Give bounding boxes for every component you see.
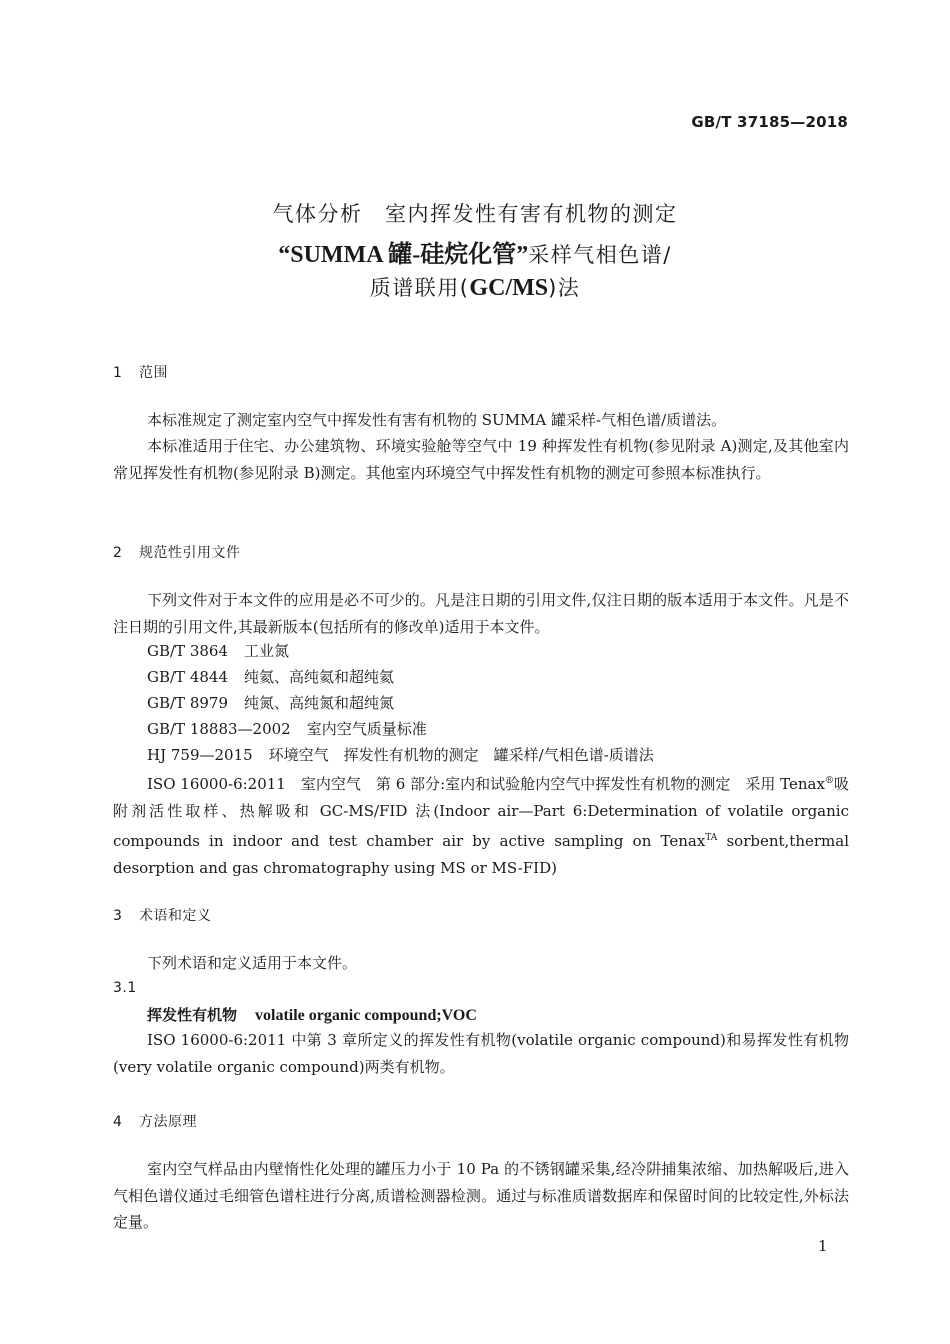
section-title: 规范性引用文件 <box>139 545 241 561</box>
section-number: 1 <box>113 365 123 381</box>
ref-title: 纯氦、高纯氦和超纯氦 <box>244 668 395 686</box>
section-title: 术语和定义 <box>139 908 212 924</box>
section-title: 方法原理 <box>139 1114 197 1130</box>
normative-ref <box>147 692 394 713</box>
section-1-para-2: 本标准适用于住宅、办公建筑物、环境实验舱等空气中 19 种挥发性有机物(参见附录 A)测定,及其他室内常见挥发性有机物(参见附录 B)测定。其他室内环境空气中挥发性有机物的测定可参照本标准执行。 <box>113 437 849 482</box>
section-number: 3 <box>113 908 123 924</box>
normative-ref <box>147 718 427 739</box>
section-3-heading <box>113 905 212 925</box>
ta-mark: TA <box>705 833 718 843</box>
ref-code: GB/T 4844 <box>147 668 229 686</box>
standard-code: GB/T 37185—2018 <box>691 113 848 131</box>
section-4-heading <box>113 1111 197 1131</box>
title-line-3-a: 质谱联用( <box>369 276 470 300</box>
term-zh: 挥发性有机物 <box>147 1006 238 1024</box>
iso-ref-part-c: sorbent,thermal desorption and gas chromatography using MS or MS-FID) <box>113 832 849 877</box>
section-3-intro: 下列术语和定义适用于本文件。 <box>147 954 358 972</box>
ref-code: HJ 759—2015 <box>147 746 253 764</box>
title-line-3 <box>0 272 950 302</box>
title-line-3-latin: GC/MS <box>469 275 549 301</box>
section-number: 4 <box>113 1114 123 1130</box>
iso-ref-part-b: 吸附剂活性取样、热解吸和 GC-MS/FID 法(Indoor air—Part 6:Determination of volatile organic compounds in indoor and test chamber air by active sampling on Tenax <box>113 775 849 850</box>
section-4-para: 室内空气样品由内壁惰性化处理的罐压力小于 10 Pa 的不锈钢罐采集,经冷阱捕集浓缩、加热解吸后,进入气相色谱仪通过毛细管色谱柱进行分离,质谱检测器检测。通过与标准质谱数据库和保留时间的比较定性,外标法定量。 <box>113 1160 849 1231</box>
term-number: 3.1 <box>113 980 137 996</box>
term-definition: ISO 16000-6:2011 中第 3 章所定义的挥发性有机物(volatile organic compound)和易挥发性有机物(very volatile organic compound)两类有机物。 <box>113 1031 849 1076</box>
section-2-heading <box>113 542 241 562</box>
term-en: volatile organic compound;VOC <box>255 1007 477 1024</box>
normative-ref <box>147 666 394 687</box>
title-line-3-c: )法 <box>548 276 581 300</box>
term-heading <box>147 1004 477 1025</box>
section-1-heading <box>113 362 168 382</box>
section-title: 范围 <box>139 365 168 381</box>
normative-ref <box>147 640 289 661</box>
section-2-intro: 下列文件对于本文件的应用是必不可少的。凡是注日期的引用文件,仅注日期的版本适用于本文件。凡是不注日期的引用文件,其最新版本(包括所有的修改单)适用于本文件。 <box>113 591 849 636</box>
ref-title: 工业氮 <box>244 642 290 660</box>
registered-mark: ® <box>824 776 834 786</box>
title-line-2-latin: “SUMMA 罐-硅烷化管” <box>278 242 529 268</box>
ref-code: GB/T 3864 <box>147 642 229 660</box>
section-1-para-1: 本标准规定了测定室内空气中挥发性有害有机物的 SUMMA 罐采样-气相色谱/质谱法。 <box>147 411 727 429</box>
ref-code: GB/T 8979 <box>147 694 229 712</box>
normative-ref <box>147 744 654 765</box>
iso-reference <box>113 768 849 882</box>
page-number: 1 <box>818 1237 828 1255</box>
title-line-2-cjk: 采样气相色谱/ <box>528 243 672 267</box>
ref-title: 室内空气质量标准 <box>306 720 427 738</box>
iso-ref-part-a: ISO 16000-6:2011 室内空气 第 6 部分:室内和试验舱内空气中挥发性有机物的测定 采用 Tenax <box>147 775 825 793</box>
title-line-2 <box>0 234 950 269</box>
ref-title: 环境空气 挥发性有机物的测定 罐采样/气相色谱-质谱法 <box>268 746 654 764</box>
section-number: 2 <box>113 545 123 561</box>
title-line-1: 气体分析 室内挥发性有害有机物的测定 <box>272 202 678 226</box>
ref-code: GB/T 18883—2002 <box>147 720 291 738</box>
ref-title: 纯氮、高纯氮和超纯氮 <box>244 694 395 712</box>
